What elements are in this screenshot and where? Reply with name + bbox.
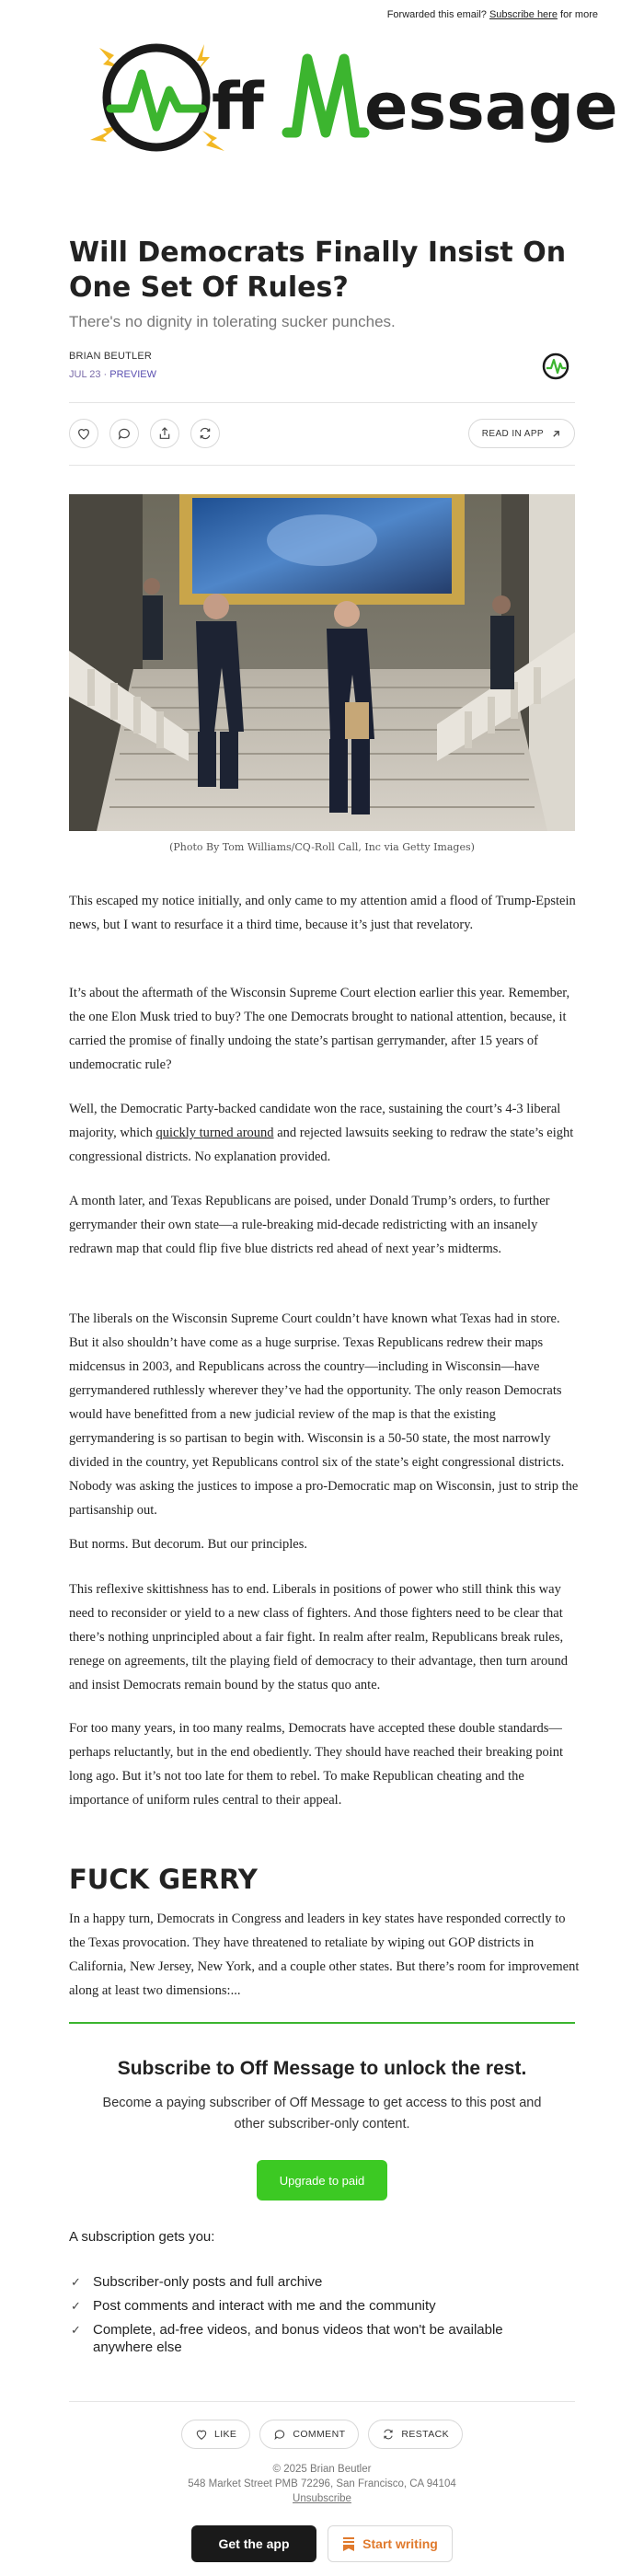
check-icon: ✓ bbox=[71, 2299, 81, 2313]
quickly-turned-around-link[interactable]: quickly turned around bbox=[155, 1126, 274, 1140]
footer-restack-button[interactable] bbox=[368, 2420, 463, 2449]
benefit-item bbox=[69, 2297, 566, 2315]
like-label: LIKE bbox=[213, 2429, 237, 2440]
subscription-benefits-heading: A subscription gets you: bbox=[69, 2229, 215, 2245]
paywall-divider bbox=[69, 2022, 575, 2024]
divider bbox=[69, 2401, 575, 2402]
copyright: © 2025 Brian Beutler bbox=[272, 2464, 372, 2475]
article-photo bbox=[69, 494, 575, 831]
footer-comment-button[interactable] bbox=[259, 2420, 359, 2449]
body-paragraph-1: This escaped my notice initially, and only came to my attention amid a flood of Trump-Epstein news, but I want to resurface it a third time, because it’s just that revelatory. bbox=[69, 894, 576, 932]
p3-text-a: Well, the Democratic Party-backed candidate won the race, sustaining the court’s 4-3 liberal majority, which bbox=[69, 1102, 561, 1140]
upgrade-to-paid-button[interactable]: Upgrade to paid bbox=[257, 2160, 387, 2201]
share-button[interactable] bbox=[150, 419, 179, 448]
post-title[interactable]: Will Democrats Finally Insist On One Set Of Rules? bbox=[69, 237, 567, 304]
start-writing-label: Start writing bbox=[362, 2536, 438, 2551]
benefit-text: Subscriber-only posts and full archive bbox=[93, 2274, 323, 2290]
logo-text-essage: essage bbox=[364, 69, 618, 144]
restack-label: RESTACK bbox=[401, 2429, 450, 2440]
comment-icon bbox=[117, 426, 132, 441]
benefit-text: Complete, ad-free videos, and bonus videos that won't be available anywhere else bbox=[93, 2322, 503, 2355]
check-icon: ✓ bbox=[71, 2323, 81, 2337]
get-the-app-button[interactable]: Get the app bbox=[191, 2525, 316, 2562]
benefit-item bbox=[69, 2273, 566, 2291]
body-paragraph-9: In a happy turn, Democrats in Congress and leaders in key states have responded correctly to the Texas provocation. They have threatened to retaliate by wiping out GOP districts in California, New Jersey, New York, and a couple other states. But there’s room for improvement along at least two dimensions:... bbox=[69, 1912, 580, 1998]
restack-icon bbox=[382, 2428, 395, 2441]
address: 548 Market Street PMB 72296, San Francisco, CA 94104 bbox=[188, 2478, 456, 2489]
body-paragraph-4: A month later, and Texas Republicans are poised, under Donald Trump’s orders, to further gerrymander their own state—a rule-breaking mid-decade redistricting with an insanely redrawn map that could flip five blue districts red ahead of next year’s midterms. bbox=[69, 1194, 550, 1256]
pulse-line bbox=[110, 74, 202, 127]
arrow-up-right-icon bbox=[551, 429, 561, 439]
forward-suffix: for more bbox=[560, 9, 598, 20]
comment-button[interactable] bbox=[109, 419, 139, 448]
divider bbox=[69, 402, 575, 403]
body-paragraph-8: For too many years, in too many realms, Democrats have accepted these double standards—perhaps reluctantly, but in the end obediently. They should have reached their breaking point long ago. But it’s not too late for them to rebel. To make Republican cheating and the importance of uniform rules central to their appeal. bbox=[69, 1721, 564, 1808]
logo-text-ff: ff bbox=[212, 69, 264, 144]
body-paragraph-6: But norms. But decorum. But our principles. bbox=[69, 1537, 307, 1552]
body-paragraph-7: This reflexive skittishness has to end. Liberals in positions of power who still think this way need to reconsider or yield to a new class of fighters. And those fighters need to be clear that there’s nothing unprincipled about a fair fight. In realm after realm, Republicans break rules, renege on agreements, tilt the playing field of democracy to their advantage, then turn around and insist Democrats remain bound by the status quo ante. bbox=[69, 1582, 568, 1692]
benefits-list bbox=[69, 2273, 566, 2362]
footer-like-button[interactable] bbox=[181, 2420, 250, 2449]
photo-caption: (Photo By Tom Williams/CQ-Roll Call, Inc via Getty Images) bbox=[169, 841, 475, 853]
body-paragraph-2: It’s about the aftermath of the Wisconsin Supreme Court election earlier this year. Remember, the one Elon Musk tried to buy? The one Democrats brought to national attention, because, it carried the promise of finally undoing the state’s partisan gerrymander, after 15 years of undemocratic rule? bbox=[69, 986, 570, 1072]
footer-actions bbox=[0, 2420, 644, 2449]
like-button[interactable] bbox=[69, 419, 98, 448]
substack-icon bbox=[342, 2536, 355, 2551]
footer-buttons bbox=[0, 2525, 644, 2562]
section-heading: FUCK GERRY bbox=[69, 1864, 258, 1895]
post-date: JUL 23 bbox=[69, 369, 101, 380]
read-in-app-button[interactable] bbox=[468, 419, 575, 448]
body-paragraph-5: The liberals on the Wisconsin Supreme Court couldn’t have known what Texas had in store. But it also shouldn’t have come as a huge surprise. Texas Republicans redrew their maps midcensus in 2003, and Republicans across the country—including in Wisconsin—have gerrymandered ruthlessly wherever they’ve had the opportunity. The only reason Democrats would have benefitted from a new judicial review of the map is that the existing gerrymandering is so partisan to begin with. Wisconsin is a 50-50 state, the most narrowly divided in the country, yet Republicans control six of the state’s eight congressional districts. Nobody was asking the justices to impose a pro-Democratic map on Wisconsin, just to strip the partisanship out. bbox=[69, 1311, 579, 1518]
read-in-app-label: READ IN APP bbox=[481, 428, 544, 439]
forward-notice bbox=[387, 9, 598, 20]
benefit-item bbox=[69, 2321, 566, 2356]
unsubscribe-link[interactable]: Unsubscribe bbox=[293, 2493, 351, 2504]
heart-icon bbox=[76, 426, 91, 441]
preview-label: PREVIEW bbox=[109, 369, 156, 380]
heart-icon bbox=[195, 2428, 208, 2441]
share-icon bbox=[157, 426, 172, 441]
subscribe-here-link[interactable]: Subscribe here bbox=[489, 9, 558, 20]
author-avatar[interactable] bbox=[541, 352, 570, 381]
post-subtitle: There's no dignity in tolerating sucker punches. bbox=[69, 313, 396, 330]
date-separator: · bbox=[103, 369, 108, 380]
post-dateline bbox=[69, 369, 156, 380]
logo-m-pulse bbox=[287, 59, 364, 133]
p3-text-b: and rejected lawsuits seeking to redraw the state’s eight congressional districts. No explanation provided. bbox=[69, 1126, 574, 1164]
benefit-text: Post comments and interact with me and the community bbox=[93, 2298, 436, 2314]
post-actions bbox=[69, 419, 575, 448]
paywall-text: Become a paying subscriber of Off Message to get access to this post and other subscriber-only content. bbox=[102, 2096, 542, 2131]
comment-label: COMMENT bbox=[293, 2429, 346, 2440]
start-writing-button[interactable] bbox=[328, 2525, 453, 2562]
check-icon: ✓ bbox=[71, 2275, 81, 2289]
post-author[interactable]: BRIAN BEUTLER bbox=[69, 351, 153, 362]
paywall-heading: Subscribe to Off Message to unlock the rest. bbox=[117, 2058, 527, 2079]
off-message-logo[interactable] bbox=[83, 37, 618, 184]
divider bbox=[69, 465, 575, 466]
restack-button[interactable] bbox=[190, 419, 220, 448]
comment-icon bbox=[273, 2428, 286, 2441]
restack-icon bbox=[198, 426, 213, 441]
forward-prefix: Forwarded this email? bbox=[386, 9, 487, 20]
logo-o-ring bbox=[107, 48, 206, 147]
body-paragraph-3 bbox=[69, 1097, 581, 1169]
